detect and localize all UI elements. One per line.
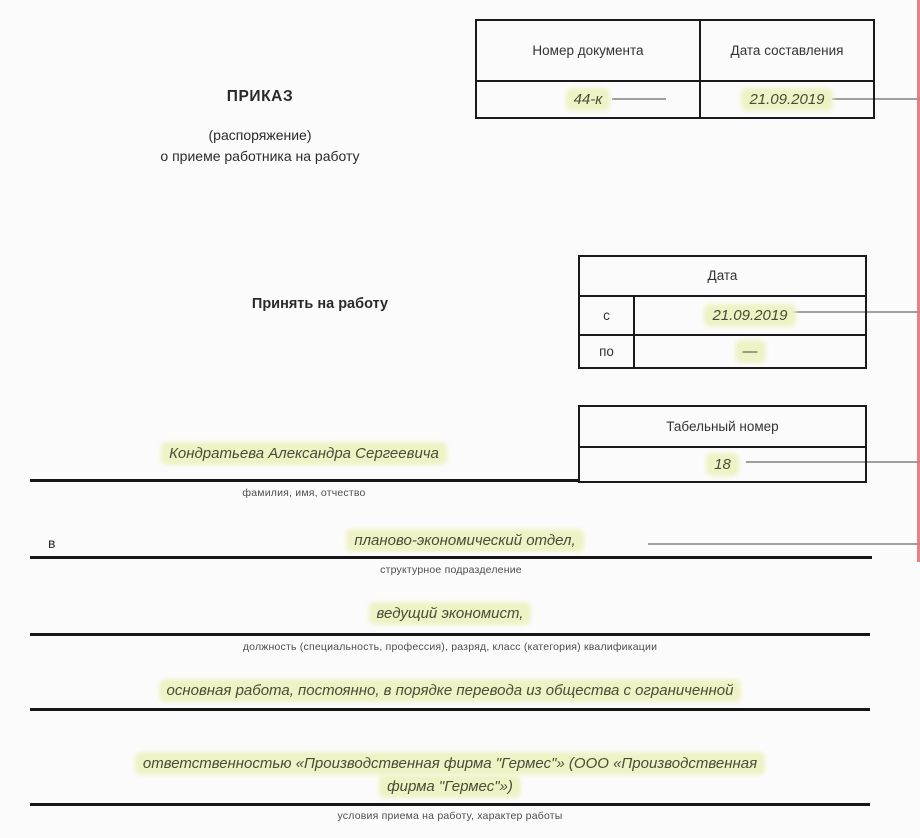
doc-number-cell [477, 80, 699, 117]
date-table [578, 255, 867, 369]
position-line [30, 605, 870, 623]
conditions-value-3: фирма "Гермес"») [382, 778, 518, 795]
title-subject: о приеме работника на работу [160, 148, 360, 164]
page-title: ПРИКАЗ [226, 88, 294, 105]
employee-full-name: Кондратьева Александра Сергеевича [164, 445, 444, 462]
action-label: Принять на работу [251, 296, 389, 312]
date-to-label: по [580, 334, 633, 367]
conditions-value-1: основная работа, постоянно, в порядке перевода из общества с ограниченной [162, 682, 739, 699]
date-from-cell [633, 295, 865, 334]
personnel-number-table [578, 405, 867, 483]
fill-dash-department [648, 543, 920, 545]
doc-date-value: 21.09.2019 [744, 91, 829, 108]
doc-date-cell [699, 80, 873, 117]
conditions-value-2: ответственностью «Производственная фирма "Гермес"» (ООО «Производственная [138, 755, 762, 772]
conditions-line-3 [30, 778, 870, 796]
position-value: ведущий экономист, [372, 605, 529, 622]
title-subtitle: (распоряжение) [208, 127, 312, 143]
conditions-rule-2 [30, 803, 870, 806]
date-to-value: — [738, 343, 763, 360]
doc-number-value: 44-к [569, 91, 608, 108]
personnel-number-cell [580, 446, 865, 481]
date-from-value: 21.09.2019 [707, 307, 792, 324]
position-rule [30, 633, 870, 636]
department-value: планово-экономический отдел, [349, 532, 580, 549]
header-table [475, 19, 875, 119]
department-prefix: в [48, 535, 56, 551]
doc-date-header: Дата составления [699, 21, 873, 80]
date-from-label: с [580, 295, 633, 334]
department-line [60, 532, 870, 550]
date-table-header: Дата [707, 268, 738, 284]
employee-name-line [30, 445, 578, 463]
conditions-rule-1 [30, 708, 870, 711]
personnel-number-value: 18 [709, 456, 736, 473]
employee-name-rule [30, 479, 578, 482]
department-rule [30, 556, 872, 559]
department-caption: структурное подразделение [380, 564, 522, 576]
date-to-cell [633, 334, 865, 367]
conditions-line-2 [30, 755, 870, 773]
position-caption: должность (специальность, профессия), разряд, класс (категория) квалификации [242, 641, 658, 653]
conditions-caption: условия приема на работу, характер работы [337, 810, 563, 822]
conditions-line-1 [30, 682, 870, 700]
personnel-number-header: Табельный номер [666, 418, 779, 434]
title-block [95, 88, 425, 164]
doc-number-header: Номер документа [532, 42, 644, 58]
employee-name-caption: фамилия, имя, отчество [242, 487, 366, 499]
